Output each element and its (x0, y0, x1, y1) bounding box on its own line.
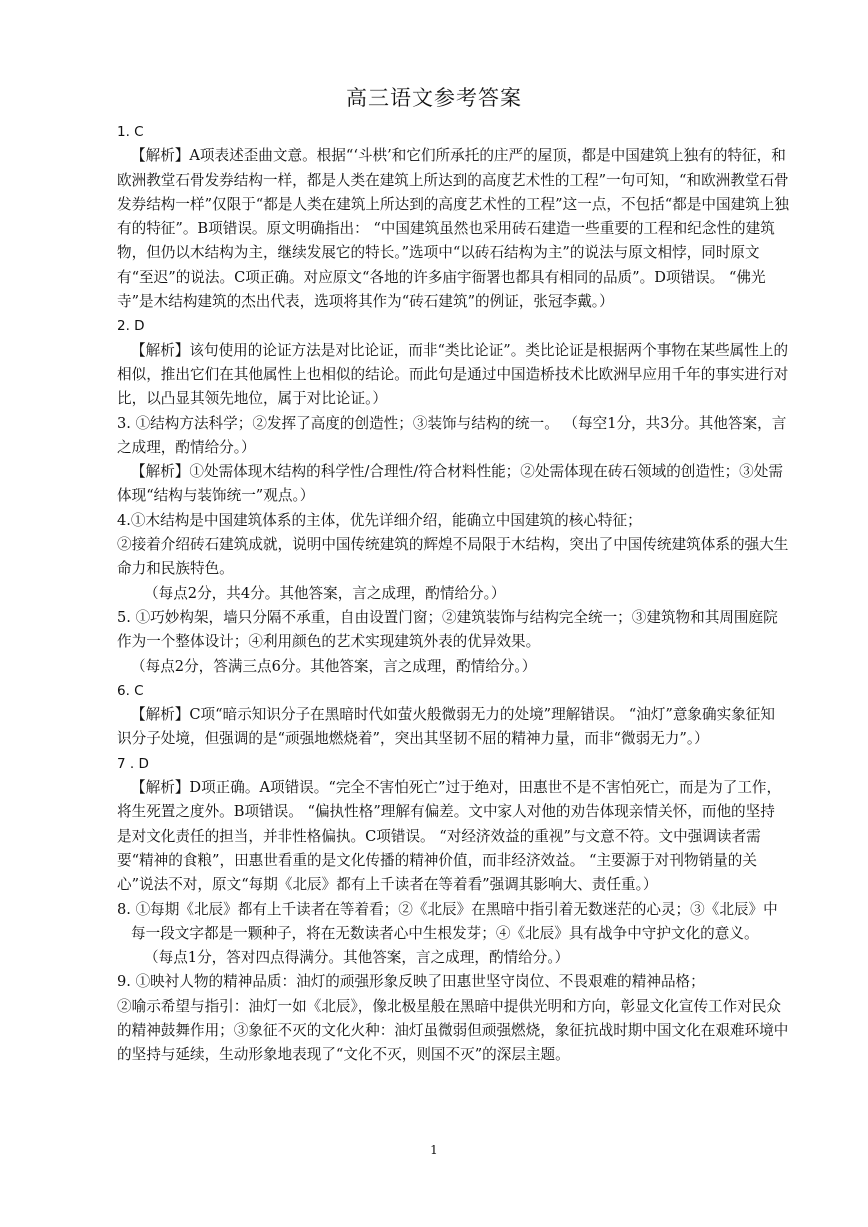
question-6-answer: 6. C (117, 682, 144, 699)
question-4-scoring: （每点2分，共4分。其他答案，言之成理，酌情给分。） (144, 584, 506, 602)
question-7-analysis: 【解析】D项正确。A项错误。“完全不害怕死亡”过于绝对，田惠世不是不害怕死亡，而是为了工作，将生死置之度外。B项错误。 “偏执性格”理解有偏差。文中家人对他的劝告体现亲情关怀，而他的坚持是对文化责任的担当，并非性格偏执。C项错误。 “对经济效益的重视”与文意不符。文中强调读者需要“精神的食粮”，田惠世看重的是文化传播的精神价值，而非经济效益。 “主要源于对刊物销量的关心”说法不对，原文“每期《北辰》都有上千读者在等着看”强调其影响大、责任重。） (117, 779, 782, 894)
answer-content (117, 120, 789, 1068)
question-8-scoring: （每点1分，答对四点得满分。其他答案，言之成理，酌情给分。） (144, 949, 570, 967)
question-8-answer: 8. ①每期《北辰》都有上千读者在等着看；②《北辰》在黑暗中指引着无数迷茫的心灵；③《北辰》中每一段文字都是一颗种子，将在无数读者心中生根发芽；④《北辰》具有战争中守护文化的意义。 (117, 900, 778, 942)
question-1-answer: 1. C (117, 124, 144, 140)
page-number: 1 (430, 1143, 438, 1157)
question-5-answer: 5. ①巧妙构架，墙只分隔不承重，自由设置门窗；②建筑装饰与结构完全统一；③建筑物和其周围庭院作为一个整体设计；④利用颜色的艺术实现建筑外表的优异效果。 (117, 608, 778, 651)
question-1-analysis: 【解析】A项表述歪曲文意。根据“‘斗栱’和它们所承托的庄严的屋顶，都是中国建筑上独有的特征，和欧洲教堂石骨发券结构一样，都是人类在建筑上所达到的高度艺术性的工程”一句可知，“和欧洲教堂石骨发券结构一样”仅限于“都是人类在建筑上所达到的高度艺术性的工程”这一点，不包括“都是中国建筑上独有的特征”。B项错误。原文明确指出： “中国建筑虽然也采用砖石建造一些重要的工程和纪念性的建筑物，但仍以木结构为主，继续发展它的特长。”选项中“以砖石结构为主”的说法与原文相悖，同时原文有“至迟”的说法。C项正确。对应原文“各地的许多庙宇衙署也都具有相同的品质”。D项错误。 “佛光寺”是木结构建筑的杰出代表，选项将其作为“砖石建筑”的例证，张冠李戴。） (117, 147, 789, 311)
question-3-answer: 3. ①结构方法科学；②发挥了高度的创造性；③装饰与结构的统一。 （每空1分，共3分。其他答案，言之成理，酌情给分。） (117, 414, 787, 456)
question-4-point-2: ②接着介绍砖石建筑成就，说明中国传统建筑的辉煌不局限于木结构，突出了中国传统建筑体系的强大生命力和民族特色。 (117, 536, 789, 578)
question-2-analysis: 【解析】该句使用的论证方法是对比论证，而非“类比论证”。类比论证是根据两个事物在某些属性上的相似，推出它们在其他属性上也相似的结论。而此句是通过中国造桥技术比欧洲早应用千年的事实进行对比，以凸显其领先地位，属于对比论证。） (117, 341, 789, 408)
question-9-points-2-3: ②喻示希望与指引：油灯一如《北辰》，像北极星般在黑暗中提供光明和方向，彰显文化宣传工作对民众的精神鼓舞作用；③象征不灭的文化火种：油灯虽微弱但顽强燃烧，象征抗战时期中国文化在艰难环境中的坚持与延续，生动形象地表现了“文化不灭，则国不灭”的深层主题。 (117, 997, 789, 1064)
question-5-scoring: （每点2分，答满三点6分。其他答案，言之成理，酌情给分。） (131, 657, 537, 675)
page-title: 高三语文参考答案 (346, 86, 522, 110)
question-3-analysis: 【解析】①处需体现木结构的科学性/合理性/符合材料性能；②处需体现在砖石领域的创造性；③处需体现“结构与装饰统一”观点。） (117, 463, 783, 505)
question-2-answer: 2. D (117, 318, 145, 335)
question-4-point-1: 4.①木结构是中国建筑体系的主体，优先详细介绍，能确立中国建筑的核心特征； (117, 511, 642, 529)
question-7-answer: 7 . D (117, 755, 149, 772)
question-6-analysis: 【解析】C项“暗示知识分子在黑暗时代如萤火般微弱无力的处境”理解错误。 “油灯”意象确实象征知识分子处境，但强调的是“顽强地燃烧着”，突出其坚韧不屈的精神力量，而非“微弱无力”。） (117, 706, 775, 748)
question-9-point-1: 9. ①映衬人物的精神品质：油灯的顽强形象反映了田惠世坚守岗位、不畏艰难的精神品格； (117, 973, 705, 991)
